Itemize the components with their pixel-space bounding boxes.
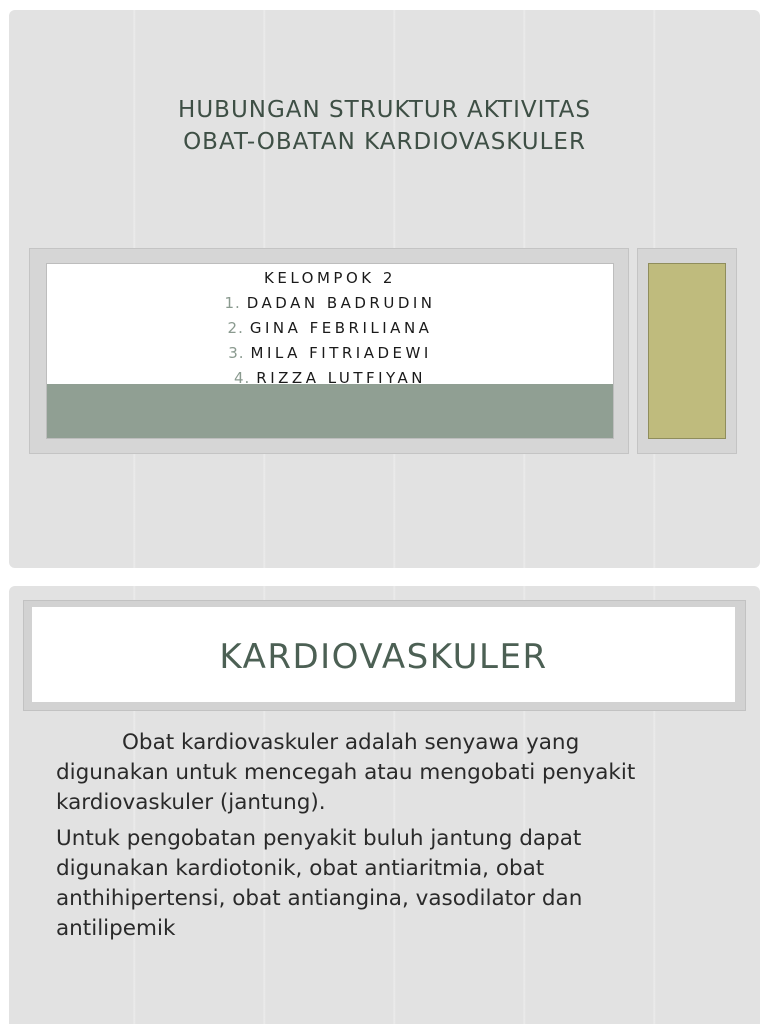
slide-title (9, 94, 760, 158)
members-card (46, 263, 614, 439)
title-line-1: HUBUNGAN STRUKTUR AKTIVITAS (178, 97, 591, 123)
decorative-band (47, 384, 613, 438)
member-name: MILA FITRIADEWI (250, 344, 432, 362)
accent-box (648, 263, 726, 439)
member-number: 4. (233, 369, 251, 387)
member-number: 3. (228, 344, 245, 362)
slide-1 (9, 10, 760, 568)
member-item (47, 341, 613, 366)
members-panel (29, 248, 629, 454)
heading-panel (23, 600, 746, 711)
accent-panel (637, 248, 737, 454)
member-number: 2. (227, 319, 244, 337)
paragraph-definition: Obat kardiovaskuler adalah senyawa yang digunakan untuk mencegah atau mengobati penyakit kardiovaskuler (jantung). (56, 730, 636, 815)
member-number: 1. (224, 294, 241, 312)
member-name: DADAN BADRUDIN (246, 294, 436, 312)
slide-2 (9, 586, 760, 1024)
members-list (47, 266, 613, 391)
group-label: KELOMPOK 2 (264, 269, 396, 287)
slide-heading: KARDIOVASKULER (219, 637, 548, 677)
member-name: RIZZA LUTFIYAN (256, 369, 427, 387)
paragraph-treatment: Untuk pengobatan penyakit buluh jantung dapat digunakan kardiotonik, obat antiaritmia, obat anthihipertensi, obat antiangina, vasodilator dan antilipemik (56, 826, 583, 941)
member-item (47, 291, 613, 316)
member-name: GINA FEBRILIANA (249, 319, 433, 337)
title-line-2: OBAT-OBATAN KARDIOVASKULER (183, 129, 586, 155)
member-item (47, 316, 613, 341)
heading-card (32, 607, 735, 702)
member-item (47, 366, 613, 391)
